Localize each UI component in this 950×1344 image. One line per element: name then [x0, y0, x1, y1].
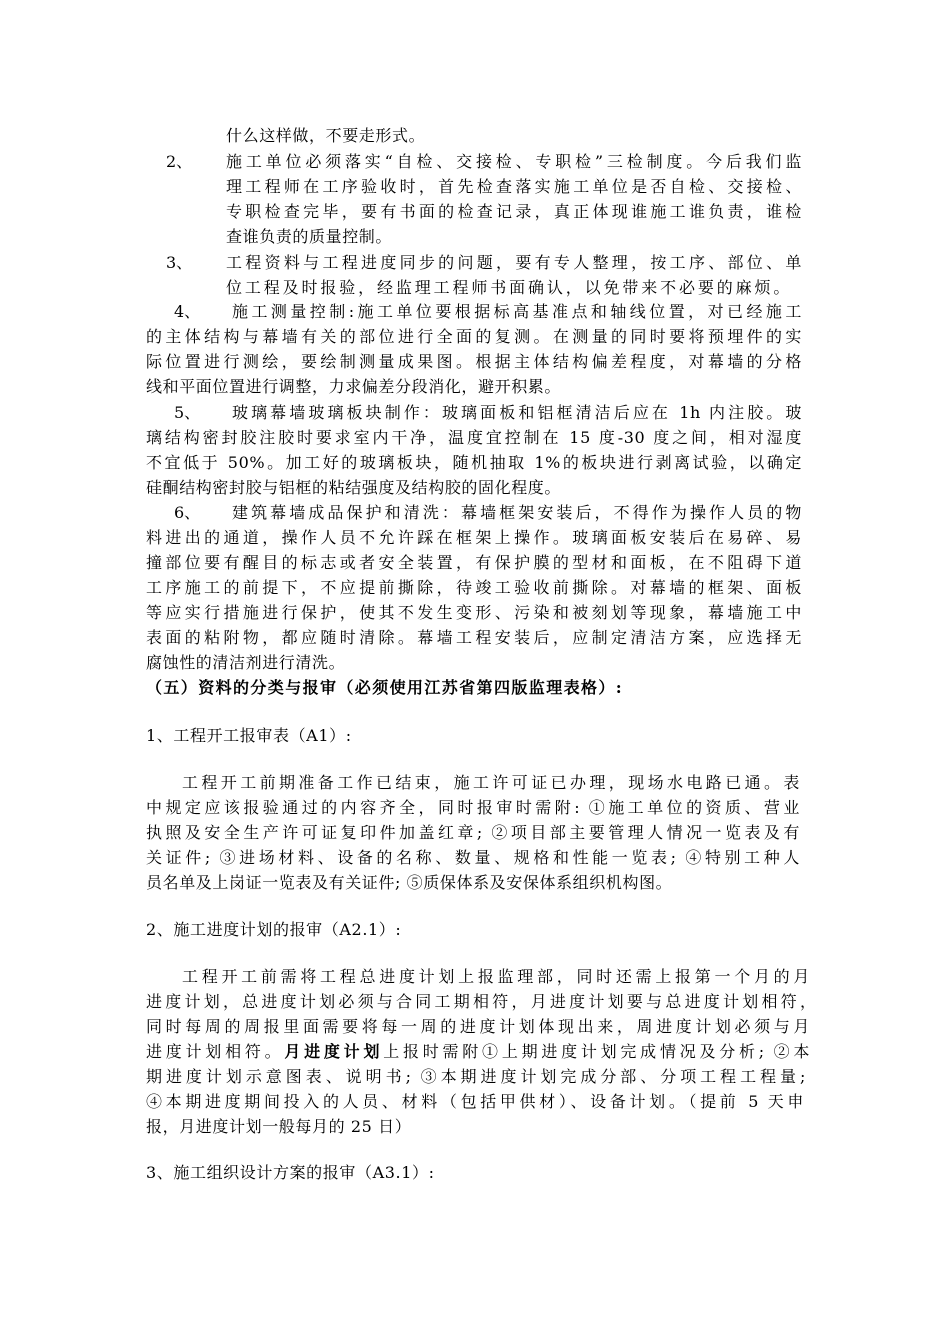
list-item-4-number: 4、	[174, 302, 201, 321]
subsection-2-line: 工程开工前需将工程总进度计划上报监理部，同时还需上报第一个月的月	[182, 967, 810, 986]
list-item-6-line: 等应实行措施进行保护，使其不发生变形、污染和被刻划等现象，幕墙施工中	[146, 603, 802, 622]
subsection-1-line: 关证件; ③进场材料、设备的名称、数量、规格和性能一览表; ④特别工种人	[146, 848, 800, 867]
list-item-5-line: 不宜低于 50%。加工好的玻璃板块，随机抽取 1%的板块进行剥离试验，以确定	[146, 453, 802, 472]
list-item-6-line: 撞部位要有醒目的标志或者安全装置，有保护膜的型材和面板，在不阻碍下道	[146, 553, 802, 572]
list-item-4-first-line: 施工测量控制:施工单位要根据标高基准点和轴线位置，对已经施工	[232, 302, 802, 321]
subsection-2-line: 同时每周的周报里面需要将每一周的进度计划体现出来，周进度计划必须与月	[146, 1017, 810, 1036]
list-item-3-line: 位工程及时报验，经监理工程师书面确认，以免带来不必要的麻烦。	[226, 278, 790, 297]
subsection-2-line-4-pre: 进度计划相符。	[146, 1042, 285, 1061]
subsection-2-line-4-post: 上报时需附①上期进度计划完成情况及分析; ②本	[383, 1042, 810, 1061]
list-item-5-number: 5、	[174, 403, 201, 422]
subsection-3-title: 3、施工组织设计方案的报审（A3.1）:	[146, 1163, 435, 1182]
list-item-2-line: 理工程师在工序验收时，首先检查落实施工单位是否自检、交接检、	[226, 177, 802, 196]
list-item-6-line: 腐蚀性的清洁剂进行清洗。	[146, 653, 346, 672]
subsection-1-title: 1、工程开工报审表（A1）:	[146, 726, 352, 745]
list-item-5-line: 璃结构密封胶注胶时要求室内干净，温度宜控制在 15 度-30 度之间，相对湿度	[146, 428, 802, 447]
list-item-2-line: 施工单位必须落实“自检、交接检、专职检”三检制度。今后我们监	[226, 152, 802, 171]
subsection-1-line: 员名单及上岗证一览表及有关证件; ⑤质保体系及安保体系组织机构图。	[146, 873, 673, 892]
list-item-5-line: 硅酮结构密封胶与铝框的粘结强度及结构胶的固化程度。	[146, 478, 562, 497]
list-item-3-number: 3、	[166, 253, 193, 272]
list-item-6-first-line: 建筑幕墙成品保护和清洗：幕墙框架安装后，不得作为操作人员的物	[232, 503, 802, 522]
subsection-2-line-4-bold: 月进度计划	[284, 1042, 384, 1061]
list-item-4-line: 的主体结构与幕墙有关的部位进行全面的复测。在测量的同时要将预埋件的实	[146, 327, 802, 346]
subsection-2-line: 期进度计划示意图表、说明书; ③本期进度计划完成分部、分项工程工程量;	[146, 1067, 806, 1086]
subsection-2-line: 进度计划，总进度计划必须与合同工期相符，月进度计划要与总进度计划相符，	[146, 992, 816, 1011]
list-item-6-line: 料进出的通道，操作人员不允许踩在框架上操作。玻璃面板安装后在易碎、易	[146, 528, 802, 547]
list-item-2-number: 2、	[166, 152, 193, 171]
section-heading: （五）资料的分类与报审（必须使用江苏省第四版监理表格）:	[146, 678, 624, 697]
subsection-2-line: ④本期进度期间投入的人员、材料（包括甲供材）、设备计划。（提前 5 天申	[146, 1092, 804, 1111]
list-item-6-number: 6、	[174, 503, 201, 522]
list-item-2-line: 查谁负责的质量控制。	[226, 227, 393, 246]
list-item-6-line: 表面的粘附物，都应随时清除。幕墙工程安装后，应制定清洁方案，应选择无	[146, 628, 802, 647]
subsection-2-line: 报，月进度计划一般每月的 25 日）	[146, 1117, 412, 1136]
list-item-2-line: 专职检查完毕，要有书面的检查记录，真正体现谁施工谁负责，谁检	[226, 202, 802, 221]
list-item-3-line: 工程资料与工程进度同步的问题，要有专人整理，按工序、部位、单	[226, 253, 802, 272]
list-item-4-line: 际位置进行测绘，要绘制测量成果图。根据主体结构偏差程度，对幕墙的分格	[146, 352, 802, 371]
subsection-2-line-4	[146, 1040, 810, 1064]
list-item-1-tail: 什么这样做，不要走形式。	[226, 126, 426, 145]
list-item-4-line: 线和平面位置进行调整，力求偏差分段消化，避开积累。	[146, 377, 562, 396]
subsection-1-line: 中规定应该报验通过的内容齐全，同时报审时需附: ①施工单位的资质、营业	[146, 798, 800, 817]
list-item-6-line: 工序施工的前提下，不应提前撕除，待竣工验收前撕除。对幕墙的框架、面板	[146, 578, 802, 597]
list-item-5-first-line: 玻璃幕墙玻璃板块制作：玻璃面板和铝框清洁后应在 1h 内注胶。玻	[232, 403, 802, 422]
subsection-2-title: 2、施工进度计划的报审（A2.1）:	[146, 920, 402, 939]
subsection-1-line: 执照及安全生产许可证复印件加盖红章; ②项目部主要管理人情况一览表及有	[146, 823, 800, 842]
subsection-1-line: 工程开工前期准备工作已结束，施工许可证已办理，现场水电路已通。表	[182, 773, 800, 792]
